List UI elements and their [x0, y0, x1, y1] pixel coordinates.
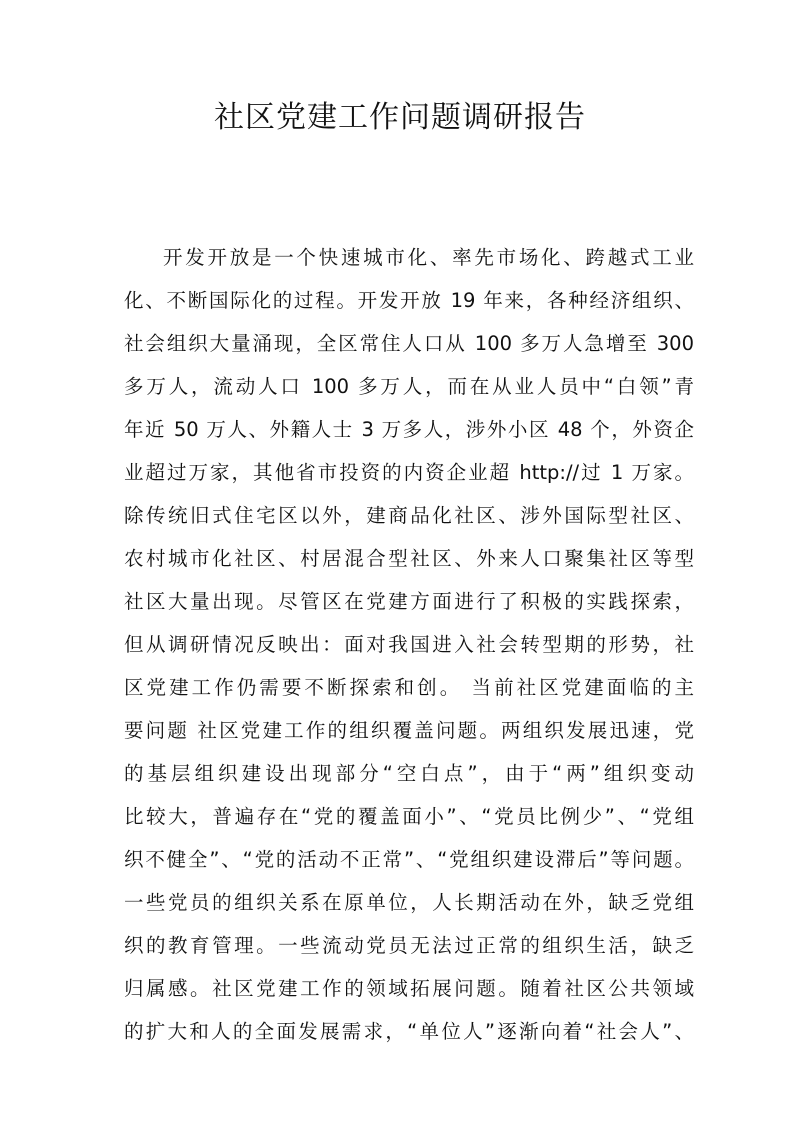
paragraph-line: 区党建工作仍需要不断探索和创。 当前社区党建面临的主	[124, 676, 694, 699]
document-title: 社区党建工作问题调研报告	[214, 100, 586, 135]
paragraph-line: 一些党员的组织关系在原单位，人长期活动在外，缺乏党组	[124, 891, 694, 914]
paragraph-line: 织不健全”、“党的活动不正常”、“党组织建设滞后”等问题。	[124, 848, 694, 871]
paragraph-line: 织的教育管理。一些流动党员无法过正常的组织生活，缺乏	[124, 934, 694, 957]
body-paragraph	[124, 236, 694, 1053]
paragraph-line: 年近 50 万人、外籍人士 3 万多人，涉外小区 48 个，外资企	[124, 418, 694, 441]
paragraph-line: 要问题 社区党建工作的组织覆盖问题。两组织发展迅速，党	[124, 719, 694, 742]
paragraph-line: 多万人，流动人口 100 多万人，而在从业人员中“白领”青	[124, 375, 694, 398]
paragraph-line: 的扩大和人的全面发展需求，“单位人”逐渐向着“社会人”、	[124, 1020, 694, 1043]
paragraph-line: 业超过万家，其他省市投资的内资企业超 http://过 1 万家。	[124, 461, 694, 484]
paragraph-line: 归属感。社区党建工作的领域拓展问题。随着社区公共领域	[124, 977, 694, 1000]
paragraph-line: 除传统旧式住宅区以外，建商品化社区、涉外国际型社区、	[124, 504, 694, 527]
paragraph-line: 的基层组织建设出现部分“空白点”，由于“两”组织变动	[124, 762, 694, 785]
paragraph-line: 比较大，普遍存在“党的覆盖面小”、“党员比例少”、“党组	[124, 805, 694, 828]
paragraph-line: 农村城市化社区、村居混合型社区、外来人口聚集社区等型	[124, 547, 694, 570]
paragraph-line: 但从调研情况反映出：面对我国进入社会转型期的形势，社	[124, 633, 694, 656]
paragraph-line: 社区大量出现。尽管区在党建方面进行了积极的实践探索，	[124, 590, 694, 613]
paragraph-line: 社会组织大量涌现，全区常住人口从 100 多万人急增至 300	[124, 332, 694, 355]
paragraph-line: 开发开放是一个快速城市化、率先市场化、跨越式工业	[163, 246, 694, 269]
paragraph-line: 化、不断国际化的过程。开发开放 19 年来，各种经济组织、	[124, 289, 694, 312]
